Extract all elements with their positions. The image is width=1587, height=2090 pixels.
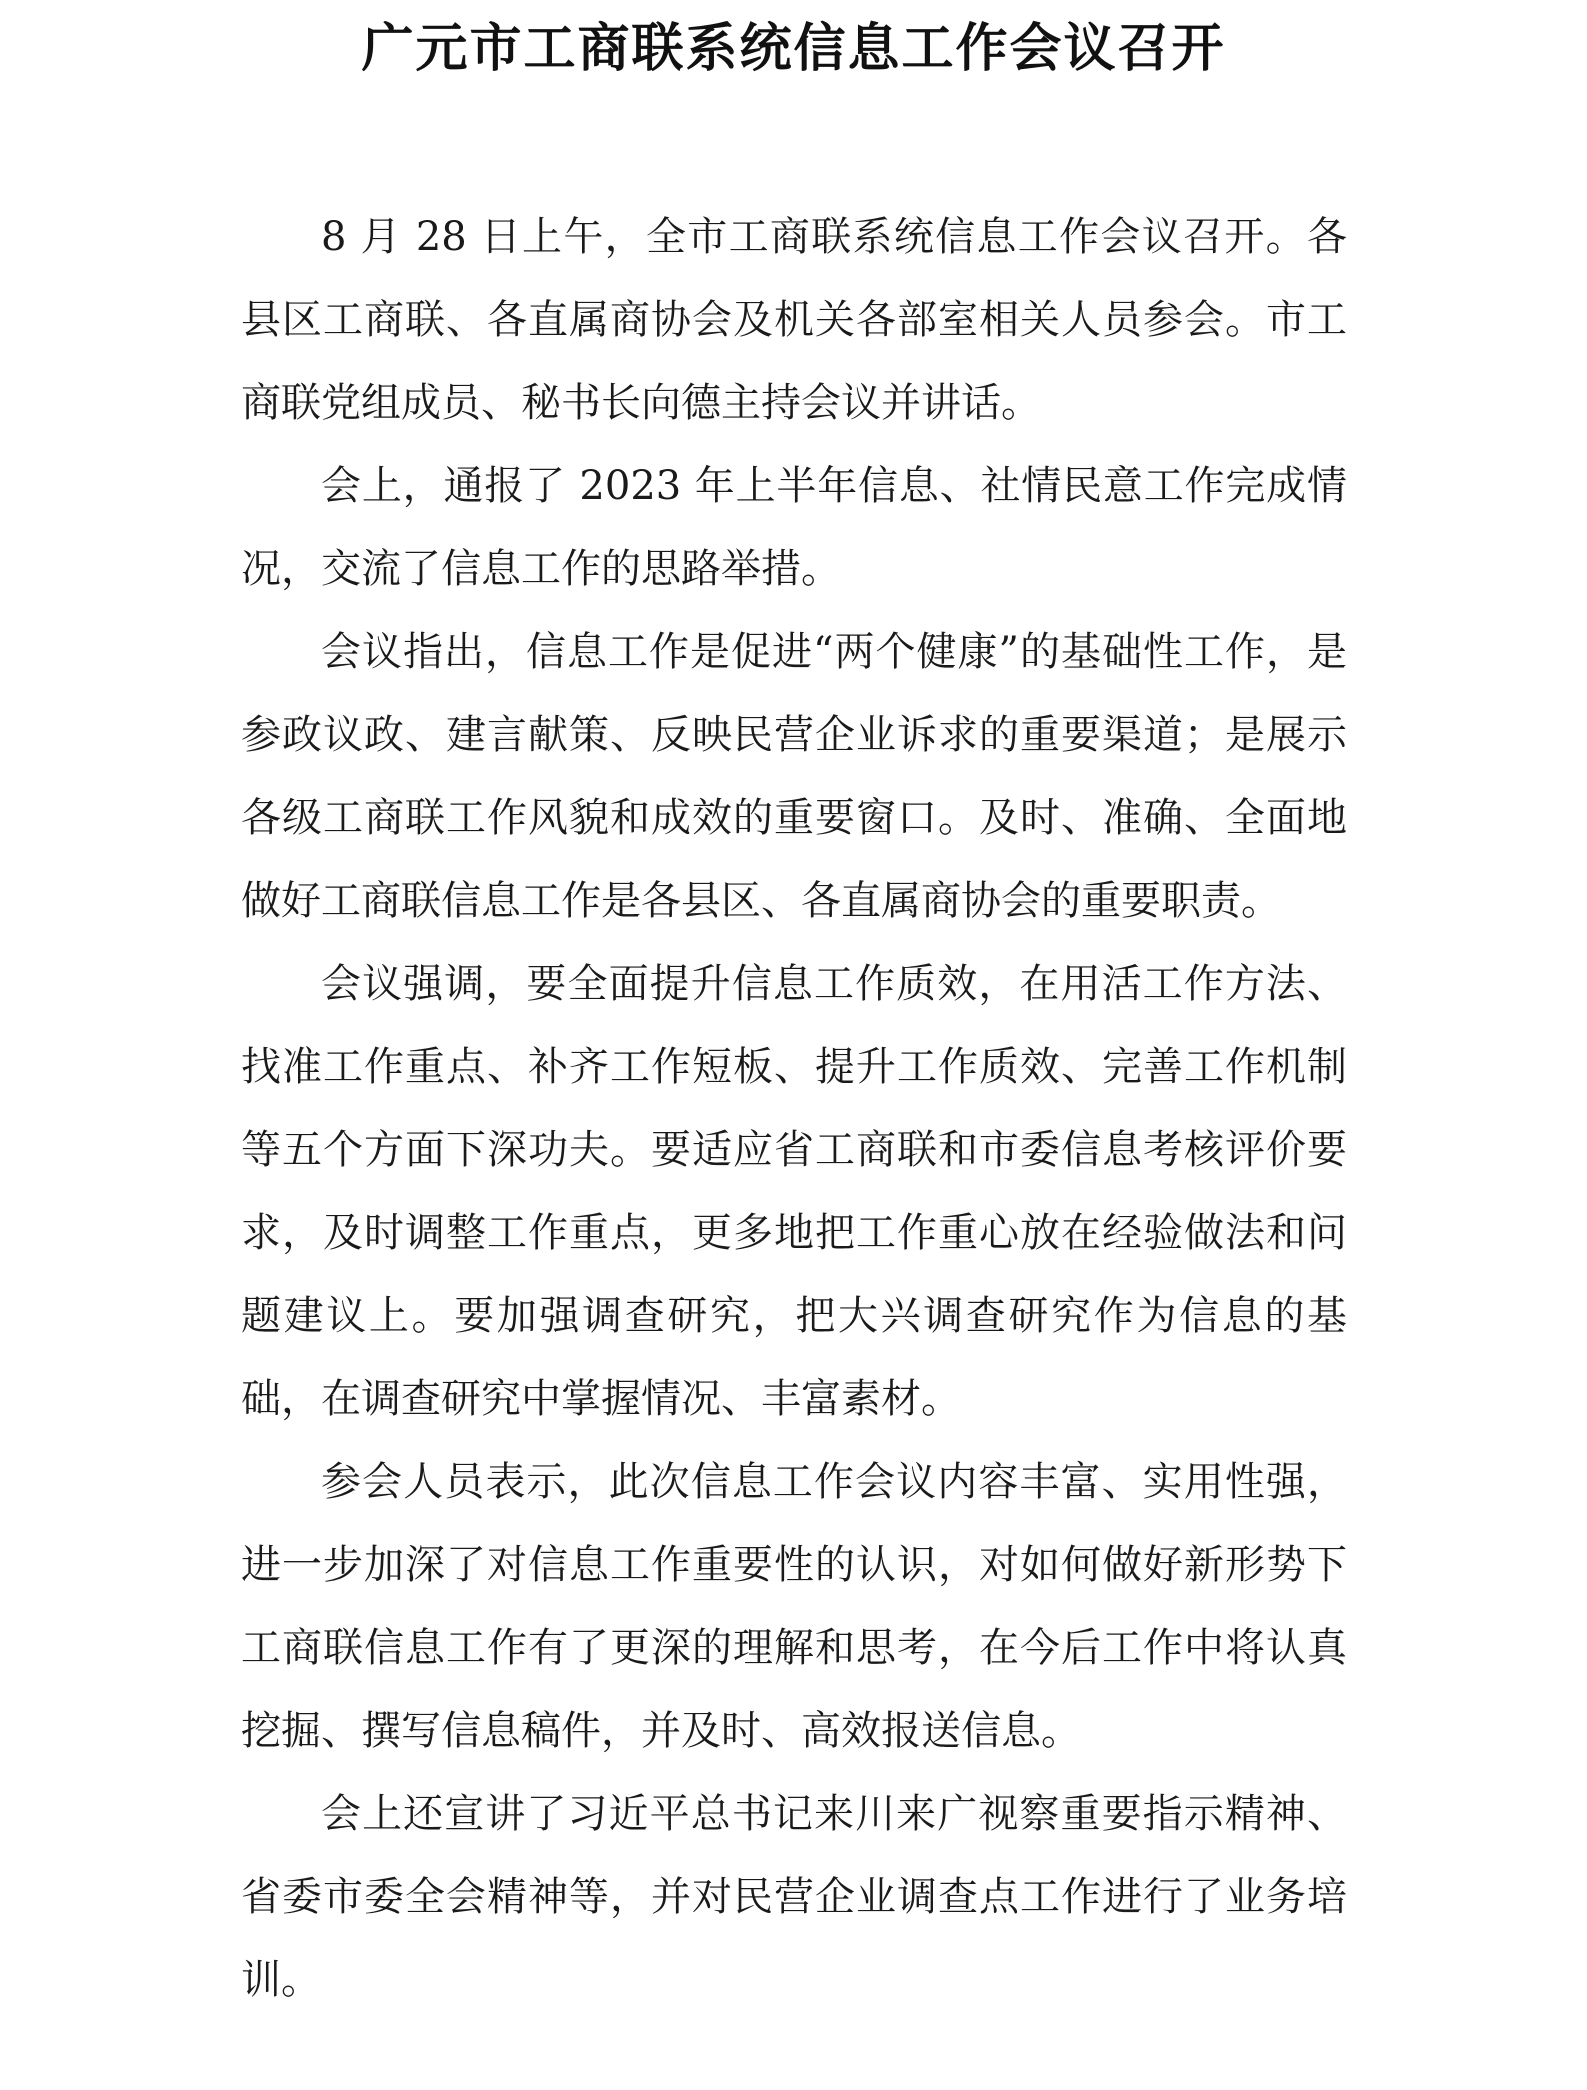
paragraph-1: 8 月 28 日上午，全市工商联系统信息工作会议召开。各县区工商联、各直属商协会及机关各部室相关人员参会。市工商联党组成员、秘书长向德主持会议并讲话。 [241, 214, 1347, 426]
paragraph-4: 会议强调，要全面提升信息工作质效，在用活工作方法、找准工作重点、补齐工作短板、提升工作质效、完善工作机制等五个方面下深功夫。要适应省工商联和市委信息考核评价要求，及时调整工作重点，更多地把工作重心放在经验做法和问题建议上。要加强调查研究，把大兴调查研究作为信息的基础，在调查研究中掌握情况、丰富素材。 [241, 961, 1347, 1422]
document-title: 广元市工商联系统信息工作会议召开 [361, 18, 1226, 79]
paragraph-2: 会上，通报了 2023 年上半年信息、社情民意工作完成情况，交流了信息工作的思路举措。 [241, 463, 1347, 592]
paragraph-3: 会议指出，信息工作是促进“两个健康”的基础性工作，是参政议政、建言献策、反映民营企业诉求的重要渠道；是展示各级工商联工作风貌和成效的重要窗口。及时、准确、全面地做好工商联信息工作是各县区、各直属商协会的重要职责。 [241, 629, 1347, 924]
paragraph-5: 参会人员表示，此次信息工作会议内容丰富、实用性强，进一步加深了对信息工作重要性的认识，对如何做好新形势下工商联信息工作有了更深的理解和思考，在今后工作中将认真挖掘、撰写信息稿件，并及时、高效报送信息。 [241, 1459, 1347, 1754]
document-body [241, 196, 1347, 2022]
paragraph-6: 会上还宣讲了习近平总书记来川来广视察重要指示精神、省委市委全会精神等，并对民营企业调查点工作进行了业务培训。 [241, 1791, 1347, 2003]
